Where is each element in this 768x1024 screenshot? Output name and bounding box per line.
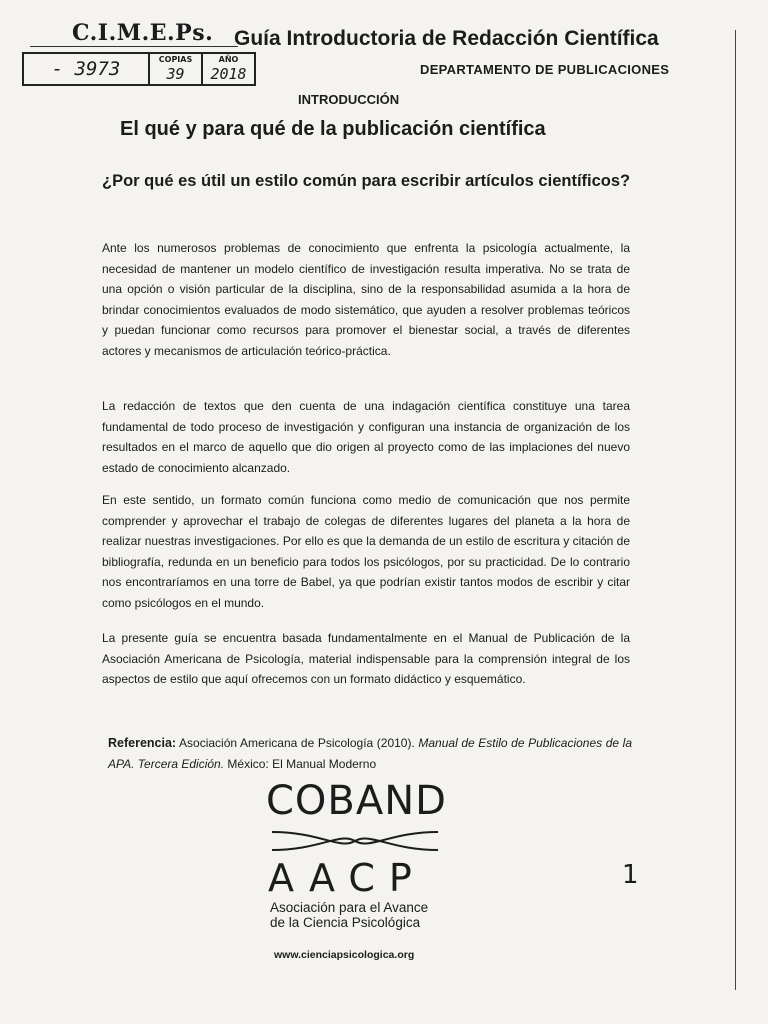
right-margin-rule xyxy=(735,30,736,990)
stamp-registry-number: - 3973 xyxy=(24,54,150,84)
registry-stamp xyxy=(22,52,256,86)
page-subtitle: ¿Por qué es útil un estilo común para escribir artículos científicos? xyxy=(102,172,631,190)
paragraph-2: La redacción de textos que den cuenta de una indagación científica constituye una tarea fundamental de todo proceso de investigación y configuran una instancia de organización de los resultados en el marco de aquello que dio origen al proyecto como de las implaciones del nuevo estado de conocimiento alcanzado. xyxy=(102,399,630,475)
stamp-copies-cell xyxy=(150,54,203,84)
logo-bottom-text: AACP xyxy=(268,856,426,900)
stamp-year-label: AÑO xyxy=(218,55,239,64)
stamp-year-cell xyxy=(203,54,254,84)
guide-title: Guía Introductoria de Redacción Científica xyxy=(234,27,659,50)
reference-label: Referencia: xyxy=(108,736,177,750)
coband-aacp-logo xyxy=(266,778,446,930)
reference-publisher: México: El Manual Moderno xyxy=(227,756,377,771)
reference-author: Asociación Americana de Psicología (2010). xyxy=(179,736,415,750)
logo-tagline-line-1: Asociación para el Avance xyxy=(270,900,429,915)
page-title: El qué y para qué de la publicación científica xyxy=(120,118,546,140)
logo-top-text: COBAND xyxy=(266,778,447,824)
org-acronym: C.I.M.E.Ps. xyxy=(72,20,214,46)
department-name: DEPARTAMENTO DE PUBLICACIONES xyxy=(420,62,670,77)
website-url: www.cienciapsicologica.org xyxy=(274,949,415,961)
section-label: INTRODUCCIÓN xyxy=(298,92,400,107)
paragraph-3: En este sentido, un formato común funciona como medio de comunicación que nos permite comprender y aprovechar el trabajo de colegas de diferentes lugares del planeta a la hora de realizar nuestras investigaciones. Por ello es que la demanda de un estilo de escritura y citación de bibliografía, redunda en un beneficio para todos los psicólogos, por su practicidad. De lo contrario nos encontraríamos en una torre de Babel, ya que podrían existir tantos modos de escribir y citar como psicólogos en el mundo. xyxy=(102,493,630,610)
stamp-year-value: 2018 xyxy=(210,65,247,83)
logo-tagline-line-2: de la Ciencia Psicológica xyxy=(270,915,421,930)
reference xyxy=(108,733,632,774)
stamp-underline xyxy=(30,46,238,47)
stamp-copies-label: COPIAS xyxy=(158,55,193,64)
paragraph-1: Ante los numerosos problemas de conocimiento que enfrenta la psicología actualmente, la necesidad de mantener un modelo científico de investigación resulta imperativa. No se trata de una opción o visión particular de la disciplina, sino de la responsabilidad asumida a la hora de brindar conocimientos evaluados de modo sistemático, que ayuden a resolver problemas teóricos y puedan funcionar como recursos para promover el bienestar social, a través de diferentes actores y mecanismos de articulación teórico-práctica. xyxy=(102,241,630,358)
logo-crossed-curves-icon xyxy=(270,826,440,856)
reference-work: Manual de Estilo de Publicaciones de la APA. Tercera Edición. xyxy=(108,736,632,771)
page-number: 1 xyxy=(622,860,639,890)
stamp-copies-value: 39 xyxy=(166,65,185,83)
paragraph-4: La presente guía se encuentra basada fundamentalmente en el Manual de Publicación de la Asociación Americana de Psicología, material indispensable para la comprensión integral de los aspectos de estilo que aquí ofrecemos con un formato didáctico y esquemático. xyxy=(102,631,630,686)
